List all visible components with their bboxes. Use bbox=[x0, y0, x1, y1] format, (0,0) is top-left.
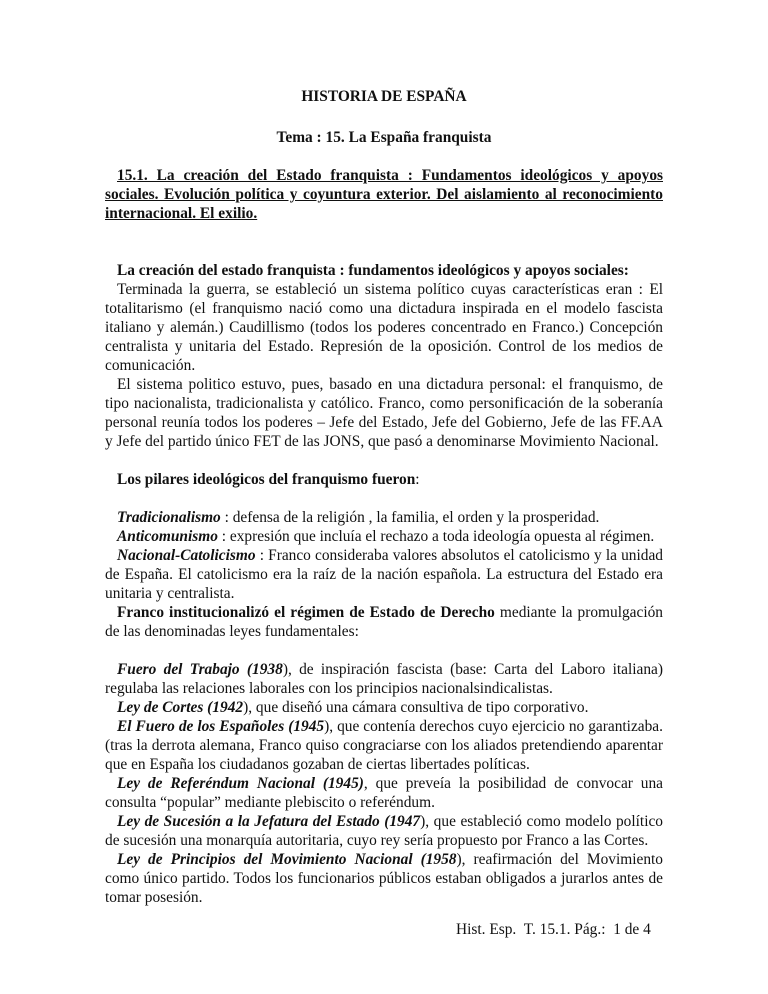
law-text: , que preveía la posibilidad de convocar una consulta “popular” mediante plebiscito o referéndum. bbox=[105, 775, 663, 811]
pillars-list bbox=[105, 508, 663, 603]
law-text: , de inspiración fascista (base: Carta del Laboro italiana) regulaba las relaciones laborales con los principios nacionalsindicalistas. bbox=[105, 661, 663, 697]
law-name: Ley de Cortes (1942 bbox=[117, 699, 244, 716]
laws-list bbox=[105, 660, 663, 907]
paragraph-institutionalization bbox=[105, 603, 663, 641]
law-name: Ley de Principios del Movimiento Nacional (1958 bbox=[117, 851, 457, 868]
document-title: HISTORIA DE ESPAÑA bbox=[301, 88, 467, 105]
law-close: ) bbox=[420, 813, 426, 830]
subheading-creation: La creación del estado franquista : fundamentos ideológicos y apoyos sociales: bbox=[117, 262, 629, 279]
law-item bbox=[105, 850, 663, 907]
subheading-pillars-bold: Los pilares ideológicos del franquismo fueron bbox=[117, 471, 416, 488]
page-footer: Hist. Esp. T. 15.1. Pág.: 1 de 4 bbox=[456, 921, 651, 938]
law-text: , que diseñó una cámara consultiva de tipo corporativo. bbox=[248, 699, 589, 716]
law-item bbox=[105, 717, 663, 774]
pillar-text: : expresión que incluía el rechazo a toda ideología opuesta al régimen. bbox=[217, 528, 655, 545]
law-close: ) bbox=[282, 661, 288, 678]
law-text: , reafirmación del Movimiento como único partido. Todos los funcionarios públicos estaban obligados a jurarlos antes de tomar posesión. bbox=[105, 851, 663, 906]
law-name: Ley de Sucesión a la Jefatura del Estado (1947 bbox=[117, 813, 421, 830]
pillar-item bbox=[105, 527, 663, 546]
law-close: ) bbox=[324, 718, 330, 735]
paragraph-dictatorship: El sistema politico estuvo, pues, basado en una dictadura personal: el franquismo, de tipo nacionalista, tradicionalista y católico. Franco, como personificación de la soberanía personal reunía todos los poderes – Jefe del Estado, Jefe del Gobierno, Jefe de las FF.AA y Jefe del partido único FET de las JONS, que pasó a denominarse Movimiento Nacional. bbox=[105, 376, 663, 450]
pillar-term: Tradicionalismo bbox=[117, 509, 221, 526]
paragraph-characteristics: Terminada la guerra, se estableció un sistema político cuyas características eran : El totalitarismo (el franquismo nació como una dictadura inspirada en el modelo fascista italiano y alemán.) Caudillismo (todos los poderes concentrado en Franco.) Concepción centralista y unitaria del Estado. Represión de la oposición. Control de los medios de comunicación. bbox=[105, 281, 663, 374]
pillar-term: Nacional-Catolicismo bbox=[117, 547, 256, 564]
pillar-text: : defensa de la religión , la familia, el orden y la prosperidad. bbox=[220, 509, 600, 526]
pillar-item bbox=[105, 508, 663, 527]
law-name: Fuero del Trabajo (1938 bbox=[117, 661, 283, 678]
topic-title: Tema : 15. La España franquista bbox=[276, 129, 492, 146]
document-page bbox=[105, 87, 663, 907]
law-name: Ley de Referéndum Nacional (1945) bbox=[117, 775, 364, 792]
law-item bbox=[105, 812, 663, 850]
section-heading: 15.1. La creación del Estado franquista : Fundamentos ideológicos y apoyos sociales. Evolución política y coyuntura exterior. Del aislamiento al reconocimiento internacional. El exilio. bbox=[105, 167, 663, 222]
law-close: ) bbox=[456, 851, 462, 868]
subheading-pillars-colon: : bbox=[415, 471, 420, 488]
pillar-item bbox=[105, 546, 663, 603]
pillar-text: : Franco consideraba valores absolutos el catolicismo y la unidad de España. El catolicismo era la raíz de la nación española. La estructura del Estado era unitaria y centralista. bbox=[105, 547, 663, 602]
law-text: , que contenía derechos cuyo ejercicio no garantizaba.(tras la derrota alemana, Franco quiso congraciarse con los aliados pretendiendo aparentar que en España los ciudadanos gozaban de ciertas libertades políticas. bbox=[105, 718, 663, 773]
institutional-tail: mediante la promulgación de las denominadas leyes fundamentales: bbox=[105, 604, 663, 640]
law-name: El Fuero de los Españoles (1945 bbox=[117, 718, 325, 735]
law-item bbox=[105, 698, 663, 717]
law-item bbox=[105, 660, 663, 698]
law-item bbox=[105, 774, 663, 812]
institutional-bold: Franco institucionalizó el régimen de Estado de Derecho bbox=[117, 604, 495, 621]
subheading-pillars bbox=[105, 470, 663, 489]
pillar-term: Anticomunismo bbox=[117, 528, 218, 545]
law-close: ) bbox=[243, 699, 249, 716]
law-text: , que estableció como modelo político de sucesión una monarquía autoritaria, cuyo rey sería propuesto por Franco a las Cortes. bbox=[105, 813, 663, 849]
